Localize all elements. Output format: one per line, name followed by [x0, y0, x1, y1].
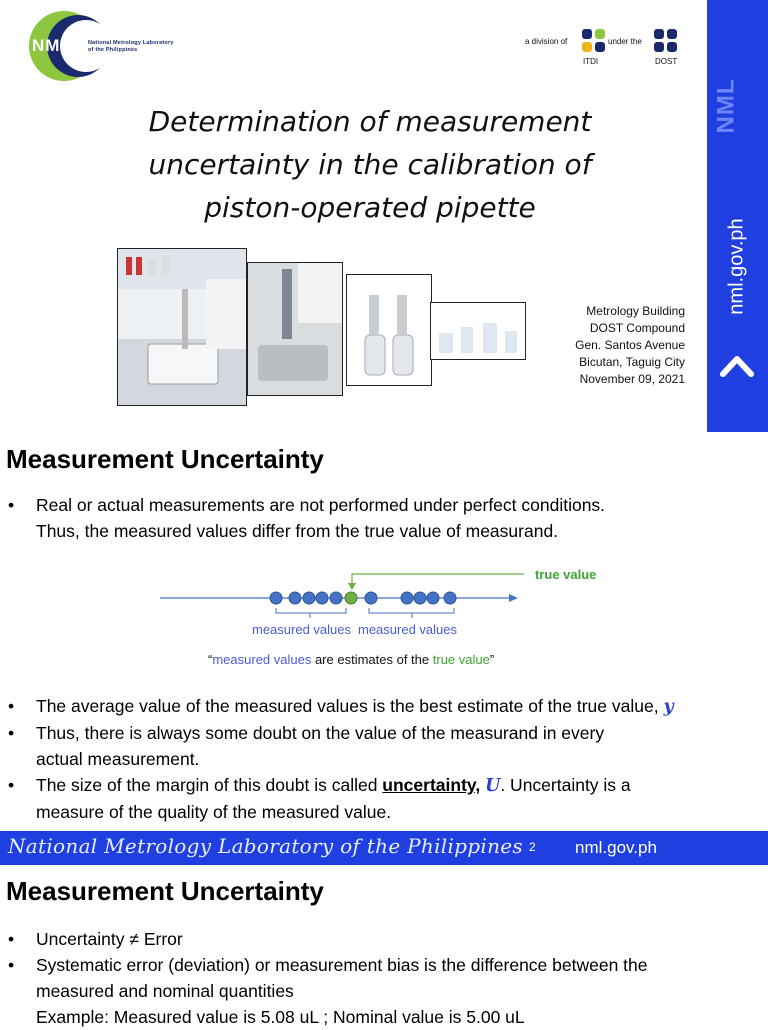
true-value-symbol: y — [663, 697, 674, 717]
bullet-average-value — [0, 693, 768, 720]
logo-line2: of the Philippines — [88, 47, 138, 53]
venue-address — [545, 303, 685, 388]
measured-values-left-label: measured values — [252, 622, 351, 637]
address-line4: Bicutan, Taguig City — [579, 355, 685, 369]
logo-org-name — [88, 40, 174, 54]
sidebar-url-text[interactable]: nml.gov.ph — [725, 218, 748, 315]
bullet-doubt — [0, 720, 768, 772]
sidebar-brand — [707, 70, 768, 150]
bullet-sys-line2: measured and nominal quantities — [36, 981, 294, 1001]
address-line1: Metrology Building — [586, 304, 685, 318]
measured-dot — [365, 592, 377, 604]
uncertainty-vs-error-slide — [0, 866, 768, 1027]
sidebar-url[interactable] — [707, 200, 768, 340]
slide2-bullets-top — [0, 492, 768, 544]
logo-line1: National Metrology Laboratory — [88, 40, 174, 46]
bullet4-post: . Uncertainty is a — [500, 775, 631, 795]
footer-url-link[interactable]: nml.gov.ph — [575, 838, 657, 857]
caption-mid: are estimates of the — [311, 652, 433, 667]
measured-dot — [444, 592, 456, 604]
slide3-heading: Measurement Uncertainty — [6, 876, 324, 906]
measured-dot — [270, 592, 282, 604]
measured-dot — [414, 592, 426, 604]
bullet-uncertainty-not-error: • Uncertainty ≠ Error — [0, 926, 768, 952]
presentation-date: November 09, 2021 — [579, 372, 685, 386]
measured-dot — [303, 592, 315, 604]
example-line: Example: Measured value is 5.08 uL ; Nominal value is 5.00 uL — [36, 1007, 525, 1027]
slide2-heading: Measurement Uncertainty — [6, 444, 324, 474]
true-value-label: true value — [535, 567, 597, 582]
slide3-bullets — [0, 926, 768, 1030]
measured-dot — [401, 592, 413, 604]
title-line2: uncertainty in the calibration of — [148, 148, 592, 181]
title-slide — [0, 0, 768, 432]
bullet-systematic-error — [0, 952, 768, 1030]
measured-dot — [289, 592, 301, 604]
logo-letters: NML — [32, 36, 72, 55]
title-line1: Determination of measurement — [148, 105, 592, 138]
caption-open-quote: “ — [208, 652, 213, 667]
measured-dot — [427, 592, 439, 604]
uncertainty-symbol: U — [485, 776, 501, 796]
dost-caption: DOST — [655, 57, 678, 66]
uncertainty-term: uncertainty, — [382, 775, 481, 795]
lab-photo-3 — [346, 274, 432, 386]
dost-logo-icon — [652, 27, 680, 57]
itdi-caption: ITDI — [583, 57, 599, 66]
bullet3-line2: actual measurement. — [36, 749, 200, 769]
bullet-real-measurements — [0, 492, 768, 544]
division-label: a division of — [525, 37, 568, 46]
bullet3-line1: • Thus, there is always some doubt on the value of the measurand in every — [36, 723, 605, 743]
page-number: 2 — [529, 840, 536, 854]
uncertainty-slide — [0, 432, 768, 834]
true-value-arrowhead-icon — [348, 583, 356, 590]
title-line3: piston-operated pipette — [204, 191, 536, 224]
slide2-bullets-bottom — [0, 693, 768, 825]
caption-close-quote: ” — [489, 652, 495, 667]
bullet-uncertainty-definition — [0, 772, 768, 825]
address-line3: Gen. Santos Avenue — [575, 338, 685, 352]
lab-photo-2 — [247, 262, 343, 396]
measured-dot — [316, 592, 328, 604]
diagram-caption — [208, 652, 494, 667]
bullet4-pre: The size of the margin of this doubt is called — [36, 775, 383, 795]
chevron-up-icon — [720, 352, 754, 378]
bullet1-line1: • Real or actual measurements are not performed under perfect conditions. — [36, 495, 606, 515]
footer-org-title: National Metrology Laboratory of the Philippines — [8, 834, 523, 858]
right-brace — [369, 608, 454, 618]
bullet4-line2: measure of the quality of the measured value. — [36, 802, 392, 822]
true-value-pointer — [352, 574, 524, 586]
bullet1-line2: Thus, the measured values differ from the true value of measurand. — [36, 521, 559, 541]
sidebar-brand-text: NML — [712, 78, 740, 134]
under-label: under the — [608, 37, 642, 46]
axis-arrowhead-icon — [509, 594, 518, 602]
caption-true: true value — [432, 652, 490, 667]
bullet-sys-line1: • Systematic error (deviation) or measurement bias is the difference between the — [36, 955, 648, 975]
measured-dot — [330, 592, 342, 604]
lab-photo-4 — [430, 302, 526, 360]
true-value-dot — [345, 592, 357, 604]
measured-dots-left — [270, 592, 342, 604]
itdi-logo-icon — [580, 27, 608, 57]
address-line2: DOST Compound — [589, 321, 685, 335]
bullet2-text: The average value of the measured values is the best estimate of the true value, — [36, 696, 664, 716]
left-brace — [276, 608, 346, 618]
lab-photo-1 — [117, 248, 247, 406]
presentation-title — [110, 100, 630, 229]
caption-measured: measured values — [212, 652, 312, 667]
measured-values-right-label: measured values — [358, 622, 457, 637]
